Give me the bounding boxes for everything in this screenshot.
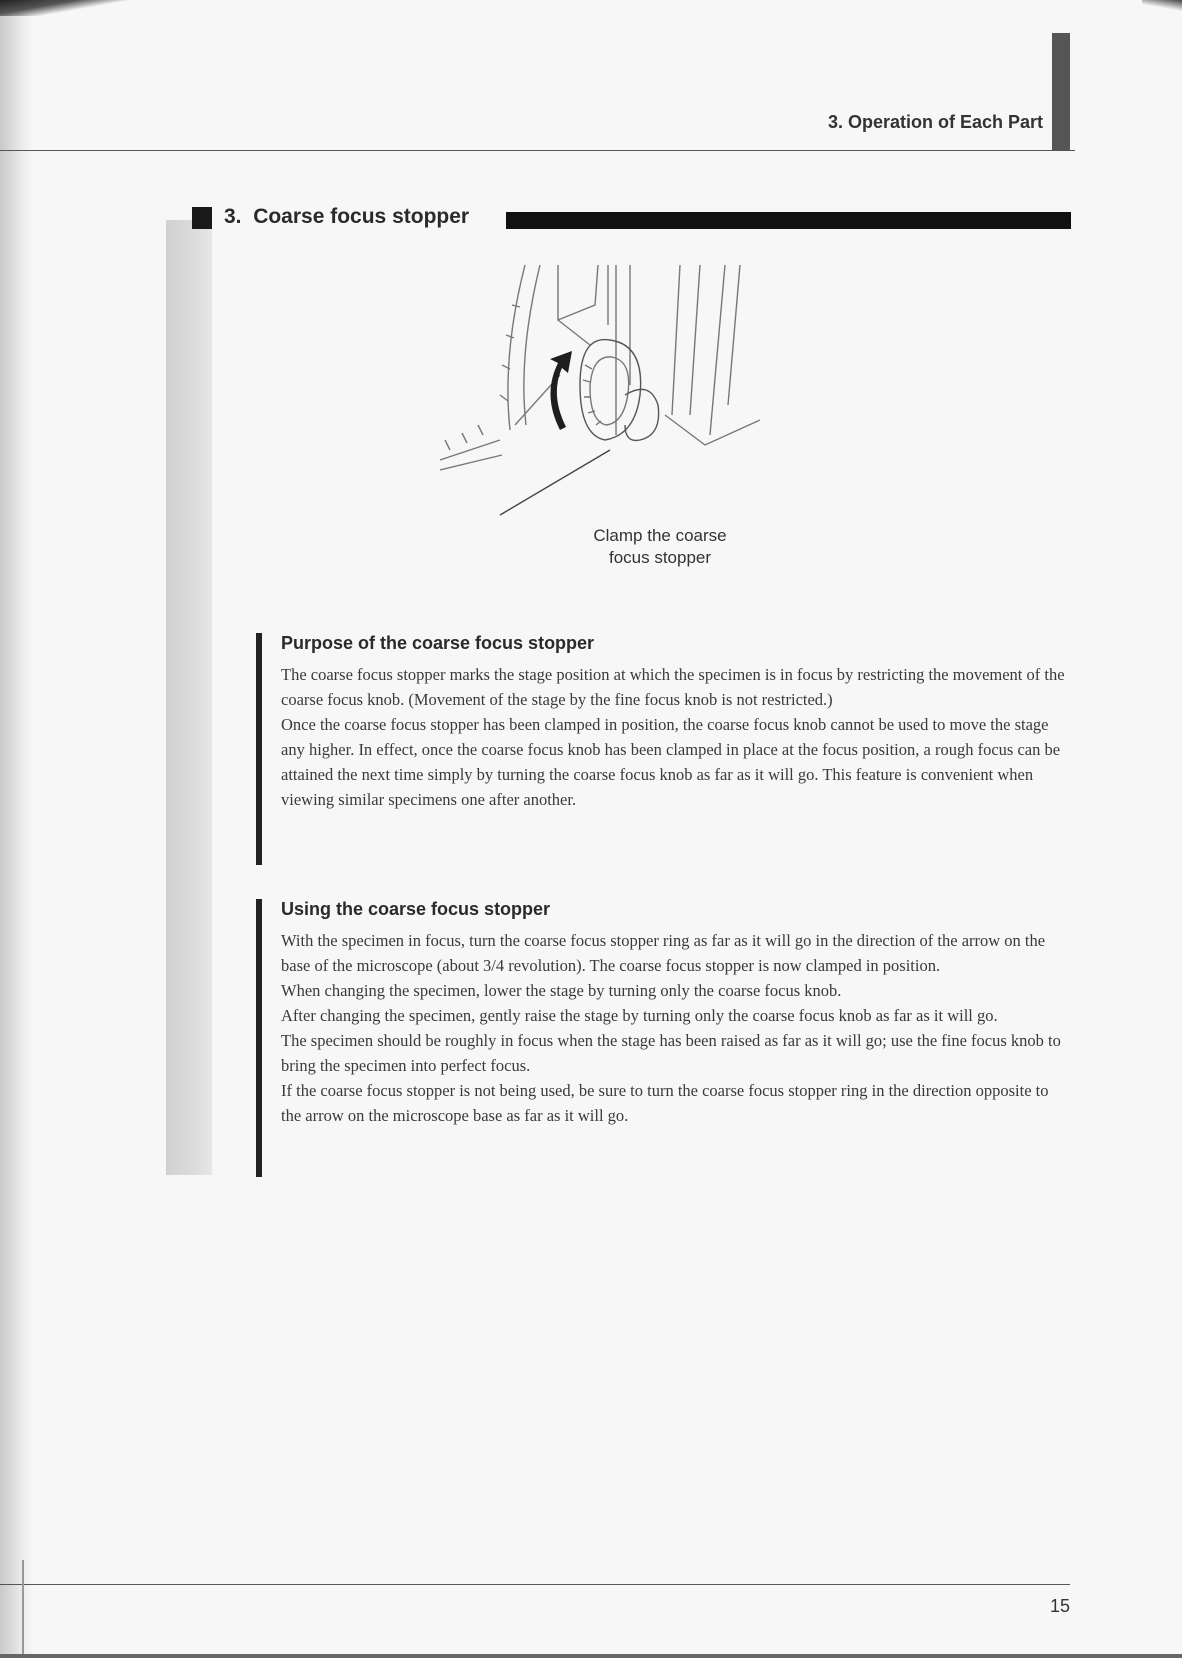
purpose-paragraph-1: The coarse focus stopper marks the stage position at which the specimen is in focus by restricting the movement of the coarse focus knob. (Movement of the stage by the fine focus knob is not restricted.) bbox=[281, 665, 1065, 709]
side-band bbox=[166, 220, 212, 1175]
header-rule bbox=[0, 150, 1075, 151]
section-title-text: Coarse focus stopper bbox=[253, 205, 470, 228]
section-title bbox=[224, 205, 469, 229]
callout-line-2: focus stopper bbox=[608, 548, 712, 567]
purpose-block bbox=[256, 633, 1076, 868]
scan-edge-bottom bbox=[0, 1654, 1182, 1658]
chapter-tab bbox=[1052, 33, 1070, 151]
purpose-heading: Purpose of the coarse focus stopper bbox=[281, 633, 595, 653]
purpose-body bbox=[281, 662, 1071, 812]
page-number: 15 bbox=[1049, 1596, 1070, 1616]
using-paragraph-2: When changing the specimen, lower the stage by turning only the coarse focus knob. bbox=[281, 981, 842, 1000]
figure-callout bbox=[565, 525, 755, 569]
running-head: 3. Operation of Each Part bbox=[827, 112, 1043, 132]
scan-edge-top-left bbox=[0, 0, 130, 16]
callout-line-1: Clamp the coarse bbox=[593, 526, 727, 545]
using-body bbox=[281, 928, 1071, 1128]
section-title-bar bbox=[506, 212, 1071, 229]
using-paragraph-5: If the coarse focus stopper is not being used, be sure to turn the coarse focus stopper ring in the direction opposite to the arrow on the microscope base as far as it will go. bbox=[281, 1081, 1049, 1125]
section-marker bbox=[192, 207, 212, 229]
using-block-bar bbox=[256, 899, 262, 1177]
section-number: 3. bbox=[224, 205, 242, 228]
using-paragraph-1: With the specimen in focus, turn the coarse focus stopper ring as far as it will go in the direction of the arrow on the base of the microscope (about 3/4 revolution). The coarse focus stopper is now clamped in position. bbox=[281, 931, 1046, 975]
footer-edge-mark bbox=[22, 1560, 24, 1658]
using-paragraph-4: The specimen should be roughly in focus when the stage has been raised as far as it will go; use the fine focus knob to bring the specimen into perfect focus. bbox=[281, 1031, 1061, 1075]
coarse-focus-stopper-illustration bbox=[440, 265, 840, 555]
page-gutter-shadow bbox=[0, 0, 34, 1658]
using-block bbox=[256, 899, 1076, 1179]
purpose-block-bar bbox=[256, 633, 262, 865]
purpose-paragraph-2: Once the coarse focus stopper has been clamped in position, the coarse focus knob cannot be used to move the stage any higher. In effect, once the coarse focus knob has been clamped in place at the focus position, a rough focus can be attained the next time simply by turning the coarse focus knob as far as it will go. This feature is convenient when viewing similar specimens one after another. bbox=[281, 715, 1061, 809]
using-paragraph-3: After changing the specimen, gently raise the stage by turning only the coarse focus knob as far as it will go. bbox=[281, 1006, 998, 1025]
footer-rule bbox=[0, 1584, 1070, 1585]
scan-edge-top-right bbox=[1142, 0, 1182, 12]
using-heading: Using the coarse focus stopper bbox=[281, 899, 551, 919]
